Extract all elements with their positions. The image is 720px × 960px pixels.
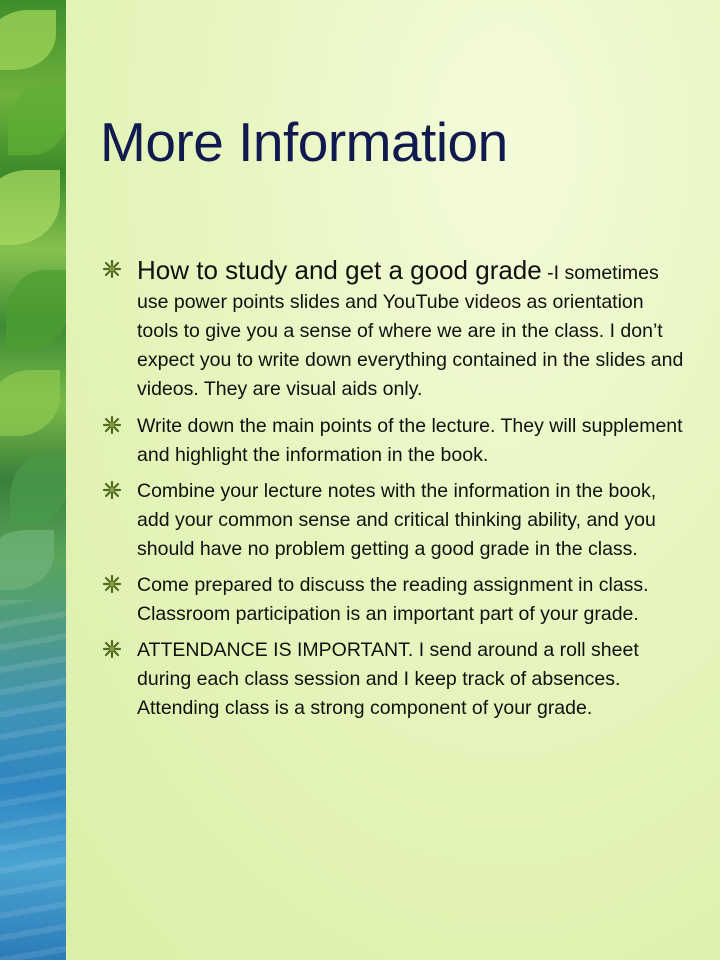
leaf-shape (0, 370, 60, 436)
leaf-sprig-icon (102, 639, 122, 659)
bullet-text: Come prepared to discuss the reading assignment in class. Classroom participation is an important part of your grade. (137, 574, 649, 625)
bullet-text: ATTENDANCE IS IMPORTANT. I send around a roll sheet during each class session and I keep track of absences. Attending class is a strong component of your grade. (137, 639, 639, 719)
leaf-shape (10, 455, 66, 525)
leaf-sprig-icon (102, 259, 122, 279)
bullet-list (100, 253, 690, 730)
leaf-shape (0, 170, 60, 245)
bullet-item (100, 253, 690, 404)
leaf-sprig-icon (102, 480, 122, 500)
water-sheen (0, 600, 66, 960)
leaf-sprig-icon (102, 574, 122, 594)
slide-title: More Information (100, 111, 508, 173)
bullet-text: Combine your lecture notes with the information in the book, add your common sense and critical thinking ability, and you should have no problem getting a good grade in the class. (137, 480, 657, 560)
bullet-text: Write down the main points of the lecture. They will supplement and highlight the information in the book. (137, 415, 683, 466)
leaf-shape (0, 530, 54, 590)
leaf-shape (0, 10, 56, 70)
bullet-separator: - (541, 262, 554, 284)
bullet-item (100, 636, 690, 723)
bullet-item (100, 571, 690, 629)
bullet-item (100, 477, 690, 564)
leaf-shape (8, 85, 66, 155)
leaf-shape (6, 270, 66, 350)
leaf-water-decoration (0, 0, 66, 960)
bullet-item (100, 412, 690, 470)
leaf-sprig-icon (102, 415, 122, 435)
bullet-lead: How to study and get a good grade (137, 255, 542, 285)
bullet-text: I sometimes use power points slides and YouTube videos as orientation tools to give you a sense of where we are in the class. I don’t expect you to write down everything contained in the slides and videos. They are visual aids only. (137, 262, 684, 400)
